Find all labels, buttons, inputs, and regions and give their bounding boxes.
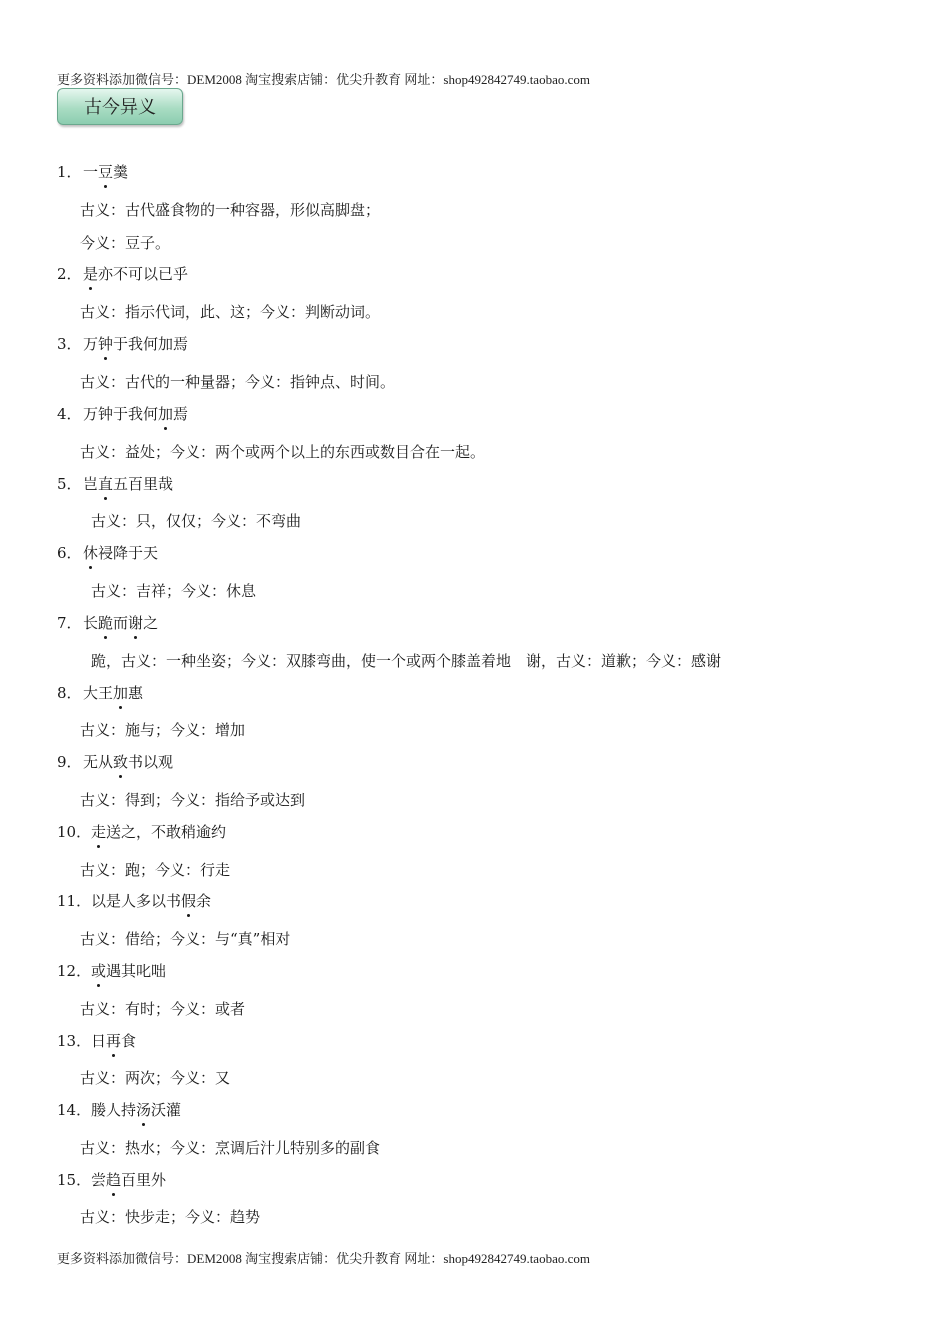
entry-definition: 古义：热水；今义：烹调后汁儿特别多的副食	[80, 1139, 381, 1157]
entry-text: 惠	[128, 684, 144, 702]
entry-definition: 古义：借给；今义：与“真”相对	[80, 930, 291, 948]
entry-text: 一	[83, 163, 99, 181]
entry-text: 大王	[83, 684, 114, 702]
entry-number: 9．	[57, 753, 82, 771]
entry-title	[57, 264, 188, 284]
entry-definition: 古义：指示代词，此、这；今义：判断动词。	[80, 303, 381, 321]
entry-number: 7．	[57, 614, 82, 632]
entry-definition: 古义：两次；今义：又	[80, 1069, 231, 1087]
emphasized-char: 走	[91, 823, 107, 841]
entry-text: 食	[121, 1032, 137, 1050]
entry-number: 13．	[57, 1032, 92, 1050]
emphasized-char: 加	[158, 405, 174, 423]
entry-number: 6．	[57, 544, 82, 562]
emphasized-char: 钟	[98, 335, 114, 353]
emphasized-char: 谢	[128, 614, 144, 632]
entry-text: 于我何加焉	[113, 335, 189, 353]
entry-number: 3．	[57, 335, 82, 353]
entry-definition: 古义：有时；今义：或者	[80, 1000, 246, 1018]
entry-text: 长	[83, 614, 99, 632]
emphasized-char: 加	[113, 684, 129, 702]
entry-number: 8．	[57, 684, 82, 702]
page-footer: 更多资料添加微信号：DEM2008 淘宝搜索店铺：优尖升教育 网址：shop492842749.taobao.com	[57, 1251, 590, 1266]
emphasized-char: 或	[91, 962, 107, 980]
entry-text: 而	[113, 614, 129, 632]
entry-definition: 古义：跑；今义：行走	[80, 861, 231, 879]
entry-number: 14．	[57, 1101, 92, 1119]
entry-definition: 古义：施与；今义：增加	[80, 721, 246, 739]
emphasized-char: 假	[181, 892, 197, 910]
emphasized-char: 豆	[98, 163, 114, 181]
emphasized-char: 致	[113, 753, 129, 771]
section-title-tab: 古今异义	[57, 88, 183, 125]
entry-definition: 跪，古义：一种坐姿；今义：双膝弯曲，使一个或两个膝盖着地 谢，古义：道歉；今义：感谢	[91, 652, 722, 670]
entry-title	[57, 543, 158, 563]
entry-definition: 古义：古代盛食物的一种容器，形似高脚盘；	[80, 201, 381, 219]
page-header: 更多资料添加微信号：DEM2008 淘宝搜索店铺：优尖升教育 网址：shop492842749.taobao.com	[57, 72, 590, 87]
entry-text: 之	[143, 614, 159, 632]
entry-definition: 古义：得到；今义：指给予或达到	[80, 791, 306, 809]
emphasized-char: 趋	[106, 1171, 122, 1189]
entry-number: 12．	[57, 962, 92, 980]
entry-title	[57, 822, 226, 842]
entry-text: 无从	[83, 753, 114, 771]
entry-title	[57, 474, 173, 494]
entry-title	[57, 891, 211, 911]
emphasized-char: 直	[98, 475, 114, 493]
entry-title	[57, 1031, 136, 1051]
entry-text: 遇其叱咄	[106, 962, 167, 980]
entry-definition: 古义：古代的一种量器；今义：指钟点、时间。	[80, 373, 396, 391]
emphasized-char: 跪	[98, 614, 114, 632]
entry-definition: 古义：吉祥；今义：休息	[91, 582, 257, 600]
entry-text: 祲降于天	[98, 544, 159, 562]
entry-definition: 古义：快步走；今义：趋势	[80, 1208, 261, 1226]
entry-definition: 古义：只，仅仅；今义：不弯曲	[91, 512, 302, 530]
entry-text: 余	[196, 892, 212, 910]
entry-text: 百里外	[121, 1171, 167, 1189]
entry-number: 2．	[57, 265, 82, 283]
emphasized-char: 是	[83, 265, 99, 283]
entry-text: 亦不可以已乎	[98, 265, 189, 283]
entry-number: 11．	[57, 892, 92, 910]
entry-number: 10．	[57, 823, 92, 841]
entry-title	[57, 404, 188, 424]
entry-title	[57, 683, 143, 703]
entry-number: 4．	[57, 405, 82, 423]
entry-text: 尝	[91, 1171, 107, 1189]
emphasized-char: 汤	[136, 1101, 152, 1119]
entry-text: 以是人多以书	[91, 892, 182, 910]
entry-text: 书以观	[128, 753, 174, 771]
entry-text: 羹	[113, 163, 129, 181]
entry-number: 5．	[57, 475, 82, 493]
entry-text: 日	[91, 1032, 107, 1050]
entry-text: 送之，不敢稍逾约	[106, 823, 227, 841]
entry-number: 15．	[57, 1171, 92, 1189]
entry-title	[57, 1170, 166, 1190]
entry-text: 万钟于我何	[83, 405, 159, 423]
entry-title	[57, 752, 173, 772]
emphasized-char: 再	[106, 1032, 122, 1050]
entry-title	[57, 613, 158, 633]
entry-text: 五百里哉	[113, 475, 174, 493]
entry-title	[57, 961, 166, 981]
entry-text: 媵人持	[91, 1101, 137, 1119]
entry-definition: 今义：豆子。	[80, 234, 171, 252]
entry-definition: 古义：益处；今义：两个或两个以上的东西或数目合在一起。	[80, 443, 486, 461]
entry-text: 焉	[173, 405, 189, 423]
emphasized-char: 休	[83, 544, 99, 562]
entry-text: 万	[83, 335, 99, 353]
entry-title	[57, 162, 128, 182]
entry-text: 沃灌	[151, 1101, 182, 1119]
entry-number: 1．	[57, 163, 82, 181]
entry-title	[57, 1100, 181, 1120]
entry-text: 岂	[83, 475, 99, 493]
entry-title	[57, 334, 188, 354]
